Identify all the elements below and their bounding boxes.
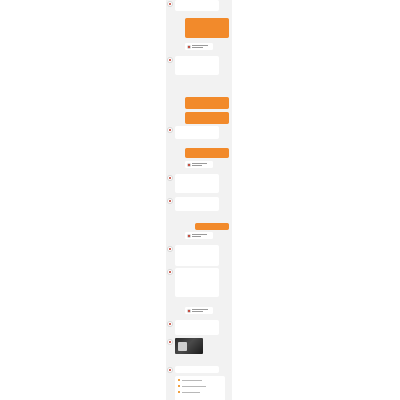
card-message[interactable] [185,43,213,50]
message-outgoing [185,18,229,38]
card-line [192,234,207,235]
card-thumbnail-icon [187,309,191,313]
card-thumbnail-icon [187,234,191,238]
card-thumbnail-icon [187,163,191,167]
message-outgoing [185,97,229,109]
list-item-marker [178,385,180,387]
message-outgoing [185,112,229,124]
avatar-icon[interactable] [167,339,173,345]
avatar-icon[interactable] [167,198,173,204]
avatar-icon[interactable] [167,175,173,181]
message-incoming [166,268,232,298]
card-line [192,47,203,48]
card-line [192,309,208,310]
card-line [192,165,202,166]
card-message[interactable] [185,232,213,239]
card-message[interactable] [185,307,213,314]
message-list-card [166,376,232,400]
avatar-icon[interactable] [167,1,173,7]
message-text [175,320,219,335]
message-incoming [166,320,232,336]
timestamp [166,192,232,195]
message-text [175,174,219,193]
card-thumbnail-icon [187,45,191,49]
message-text [175,245,219,266]
message-incoming [166,197,232,212]
list-item [182,380,202,381]
message-outgoing [195,223,229,230]
list-item [182,392,200,393]
list-item [182,386,206,387]
avatar-icon[interactable] [167,246,173,252]
avatar-icon[interactable] [167,57,173,63]
message-incoming [166,366,232,374]
list-panel[interactable] [175,376,225,400]
timestamp [166,300,232,303]
message-incoming [166,0,232,12]
card-line [192,45,208,46]
list-item-marker [178,391,180,393]
message-incoming [166,245,232,267]
message-incoming [166,56,232,76]
avatar-icon[interactable] [167,269,173,275]
list-item-marker [178,379,180,381]
card-line [192,163,207,164]
message-text [175,126,219,139]
chat-scroll-area[interactable] [166,0,232,400]
message-text [175,56,219,75]
photo-thumbnail[interactable] [175,338,203,354]
message-photo [166,338,232,356]
timestamp [166,216,232,219]
message-text [175,197,219,211]
message-text [175,0,219,11]
avatar-icon[interactable] [167,367,173,373]
message-incoming [166,174,232,194]
avatar-icon[interactable] [167,321,173,327]
avatar-icon[interactable] [167,127,173,133]
timestamp [166,14,232,17]
message-outgoing [185,148,229,158]
card-message[interactable] [185,161,213,168]
timestamp [166,141,232,144]
message-text [175,366,219,373]
card-line [192,311,203,312]
message-text [175,268,219,297]
message-incoming [166,126,232,140]
card-line [192,236,201,237]
